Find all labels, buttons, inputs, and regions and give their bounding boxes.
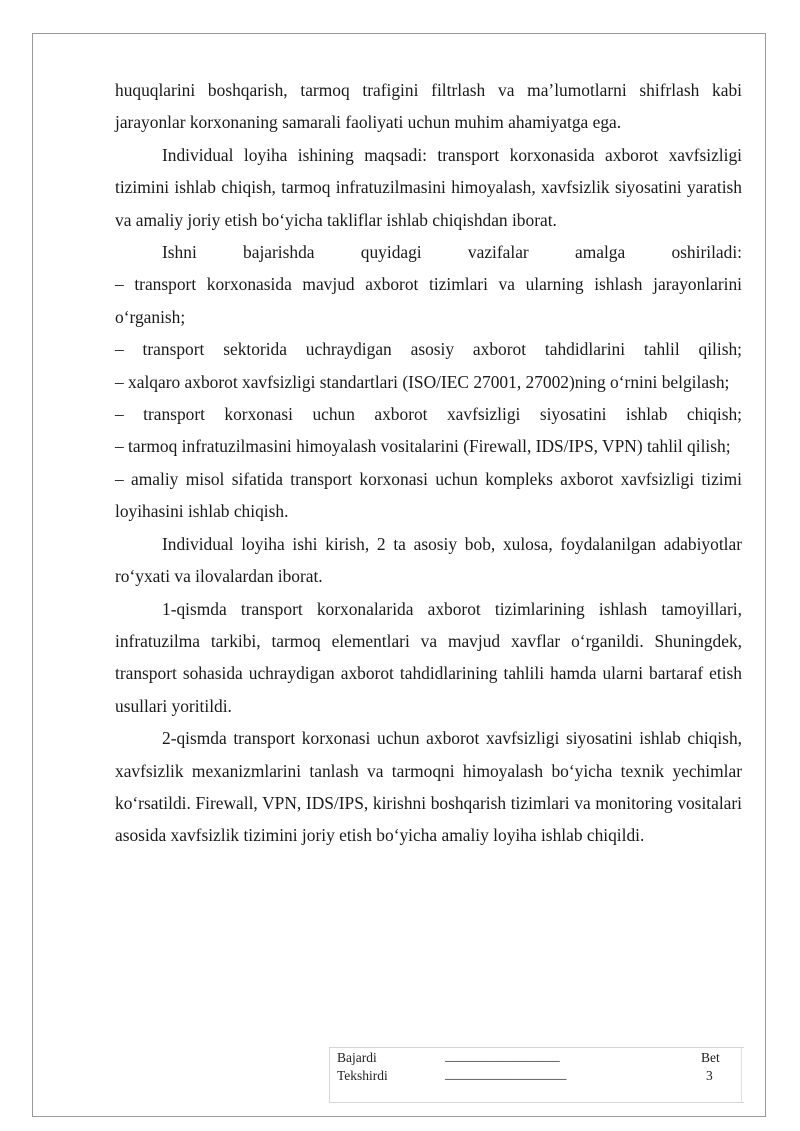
footer-divider — [741, 1048, 742, 1102]
bet-label: Bet — [701, 1050, 720, 1065]
list-item: – tarmoq infratuzilmasini himoyalash vositalarini (Firewall, IDS/IPS, VPN) tahlil qilish; — [115, 436, 731, 457]
bajardi-label: Bajardi — [337, 1050, 377, 1065]
paragraph-part-1: 1-qismda transport korxonalarida axborot tizimlarining ishlash tamoyillari, infratuzilma tarkibi, tarmoq elementlari va mavjud xavflar o‘rganildi. Shuningdek, transport sohasida uchraydigan axborot tahdidlarining tahlili hamda ularni bartaraf etish usullari yoritildi. — [115, 598, 742, 716]
tekshirdi-label: Tekshirdi — [337, 1068, 388, 1083]
paragraph-goal: Individual loyiha ishining maqsadi: transport korxonasida axborot xavfsizligi tizimini ishlab chiqish, tarmoq infratuzilmasini himoyalash, xavfsizlik siyosatini yaratish va amaliy joriy etish bo‘yicha takliflar ishlab chiqishdan iborat. — [115, 144, 742, 230]
paragraph-structure: Individual loyiha ishi kirish, 2 ta asosiy bob, xulosa, foydalanilgan adabiyotlar ro‘yxati va ilovalardan iborat. — [115, 533, 742, 587]
tekshirdi-signature-line: __________________ — [445, 1066, 567, 1081]
list-item: – transport korxonasida mavjud axborot tizimlari va ularning ishlash jarayonlarini o‘rganish; — [115, 274, 742, 327]
list-item: – transport korxonasi uchun axborot xavfsizligi siyosatini ishlab chiqish; — [115, 404, 742, 425]
list-item: – xalqaro axborot xavfsizligi standartlari (ISO/IEC 27001, 27002)ning o‘rnini belgilash; — [115, 371, 730, 392]
paragraph-part-2: 2-qismda transport korxonasi uchun axborot xavfsizligi siyosatini ishlab chiqish, xavfsizlik mexanizmlarini tanlash va tarmoqni himoyalash bo‘yicha texnik yechimlar ko‘rsatildi. Firewall, VPN, IDS/IPS, kirishni boshqarish tizimlari va monitoring vositalari asosida xavfsizlik tizimini joriy etish bo‘yicha amaliy loyiha ishlab chiqildi. — [115, 728, 742, 846]
list-item: – transport sektorida uchraydigan asosiy axborot tahdidlarini tahlil qilish; — [115, 339, 742, 360]
title-block — [329, 1047, 744, 1103]
bajardi-signature-line: _________________ — [445, 1048, 560, 1063]
document-body — [115, 74, 742, 852]
paragraph-tasks-intro: Ishni bajarishda quyidagi vazifalar amalga oshiriladi: — [162, 242, 742, 263]
page-number: 3 — [706, 1068, 713, 1083]
paragraph-continuation: huquqlarini boshqarish, tarmoq trafigini filtrlash va ma’lumotlarni shifrlash kabi jarayonlar korxonaning samarali faoliyati uchun muhim ahamiyatga ega. — [115, 80, 742, 133]
list-item: – amaliy misol sifatida transport korxonasi uchun kompleks axborot xavfsizligi tizimi loyihasini ishlab chiqish. — [115, 468, 742, 522]
